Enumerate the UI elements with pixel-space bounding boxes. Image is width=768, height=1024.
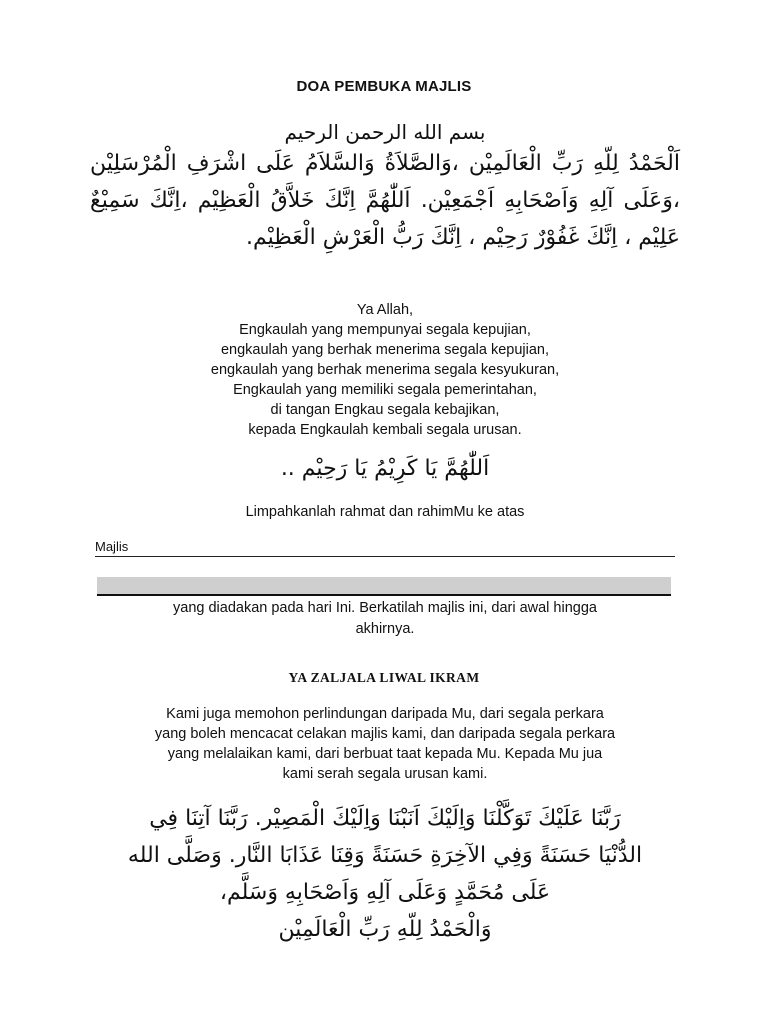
fill-in-blank-bar <box>97 577 671 594</box>
basmalah: بسم الله الرحمن الرحيم <box>284 120 486 144</box>
arabic-closing-prayer <box>90 800 680 948</box>
malay-line: yang diadakan pada hari Ini. Berkatilah majlis ini, dari awal hingga <box>173 600 597 616</box>
majlis-label: Majlis <box>95 539 129 554</box>
malay-line: kepada Engkaulah kembali segala urusan. <box>248 422 522 438</box>
section-heading: YA ZALJALA LIWAL IKRAM <box>288 670 480 685</box>
malay-line: di tangan Engkau segala kebajikan, <box>270 402 500 418</box>
arabic-line: وَالْحَمْدُ لِلّهِ رَبِّ الْعَالَمِيْن <box>278 917 492 942</box>
malay-line: kami serah segala urusan kami. <box>282 766 488 782</box>
document-title: DOA PEMBUKA MAJLIS <box>296 78 472 95</box>
fill-in-blank-underline <box>97 594 671 596</box>
malay-line: yang boleh mencacat celakan majlis kami, dan daripada segala perkara <box>154 726 616 742</box>
malay-line: engkaulah yang berhak menerima segala kesyukuran, <box>210 362 560 378</box>
majlis-fill-line <box>95 556 675 557</box>
arabic-line: رَبَّنَا عَلَيْكَ تَوَكَّلْنَا وَاِلَيْكَ اَنَبْنَا وَاِلَيْكَ الْمَصِيْر. رَبَّنَا آتِنَا فِي <box>149 806 621 831</box>
malay-line: Engkaulah yang mempunyai segala kepujian, <box>239 322 531 338</box>
malay-line: Ya Allah, <box>356 302 414 318</box>
arabic-line: الدُّنْيَا حَسَنَةً وَفِي الآخِرَةِ حَسَنَةً وَقِنَا عَذَابَا النَّار. وَصَلَّى الله <box>127 843 643 868</box>
arabic-line: عَلَى مُحَمَّدٍ وَعَلَى آلِهِ وَاَصْحَابِهِ وَسَلَّم، <box>219 880 551 905</box>
malay-line: Engkaulah yang memiliki segala pemerintahan, <box>233 382 537 398</box>
arabic-short-invocation: اَللّٰهُمَّ يَا كَرِيْمُ يَا رَحِيْم .. <box>280 456 490 481</box>
arabic-opening-prayer: اَلْحَمْدُ لِلّهِ رَبِّ الْعَالَمِيْن ،وَالصَّلاَةُ وَالسَّلاَمُ عَلَى اشْرَفِ الْمُرْسَلِيْن ،وَعَلَى آلِهِ وَاَصْحَابِهِ اَجْمَعِيْن. اَللّٰهُمَّ اِنَّكَ خَلاَّقُ الْعَظِيْم ،اِنَّكَ سَمِيْعٌ عَلِيْم ، اِنَّكَ غَفُوْرٌ رَحِيْم ، اِنَّكَ رَبُّ الْعَرْشِ الْعَظِيْم. <box>90 151 680 250</box>
protection-prayer-text <box>90 704 680 784</box>
malay-line: akhirnya. <box>355 621 415 637</box>
majlis-blessing-text <box>90 598 680 640</box>
malay-line: yang melalaikan kami, dari berbuat taat kepada Mu. Kepada Mu jua <box>167 746 603 762</box>
limpah-rahmat-line: Limpahkanlah rahmat dan rahimMu ke atas <box>245 504 525 520</box>
malay-line: engkaulah yang berhak menerima segala kepujian, <box>220 342 550 358</box>
malay-translation-block <box>90 300 680 440</box>
malay-line: Kami juga memohon perlindungan daripada Mu, dari segala perkara <box>166 706 604 722</box>
